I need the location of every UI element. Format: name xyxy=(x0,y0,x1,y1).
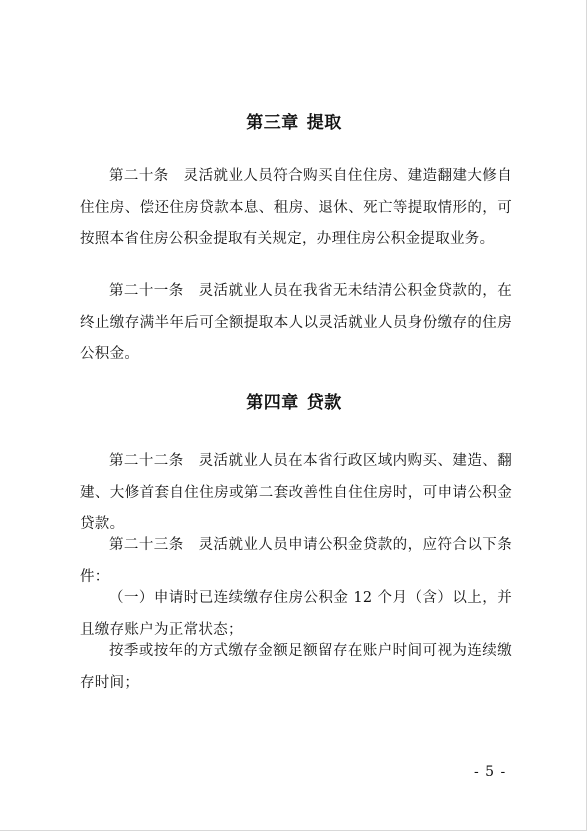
chapter-4-number: 第四章 xyxy=(246,393,299,413)
article-23: 第二十三条 灵活就业人员申请公积金贷款的，应符合以下条件： xyxy=(80,537,512,585)
article-22: 第二十二条 灵活就业人员在本省行政区域内购买、建造、翻建、大修首套自住住房或第二套改善性自住住房时，可申请公积金贷款。 xyxy=(80,453,512,532)
chapter-4-heading xyxy=(0,388,588,413)
article-20: 第二十条 灵活就业人员符合购买自住住房、建造翻建大修自住住房、偿还住房贷款本息、租房、退休、死亡等提取情形的，可按照本省住房公积金提取有关规定，办理住房公积金提取业务。 xyxy=(80,168,512,247)
chapter-3-number: 第三章 xyxy=(246,113,299,133)
chapter-3-title: 提取 xyxy=(306,113,342,133)
chapter-4-title: 贷款 xyxy=(306,393,342,413)
condition-1-note: 按季或按年的方式缴存金额足额留存在账户时间可视为连续缴存时间； xyxy=(80,643,512,691)
page-number: - 5 - xyxy=(474,764,507,780)
condition-1: （一）申请时已连续缴存住房公积金 12 个月（含）以上，并且缴存账户为正常状态； xyxy=(80,590,512,638)
article-21: 第二十一条 灵活就业人员在我省无未结清公积金贷款的，在终止缴存满半年后可全额提取本人以灵活就业人员身份缴存的住房公积金。 xyxy=(80,283,512,362)
chapter-3-heading xyxy=(0,108,588,133)
